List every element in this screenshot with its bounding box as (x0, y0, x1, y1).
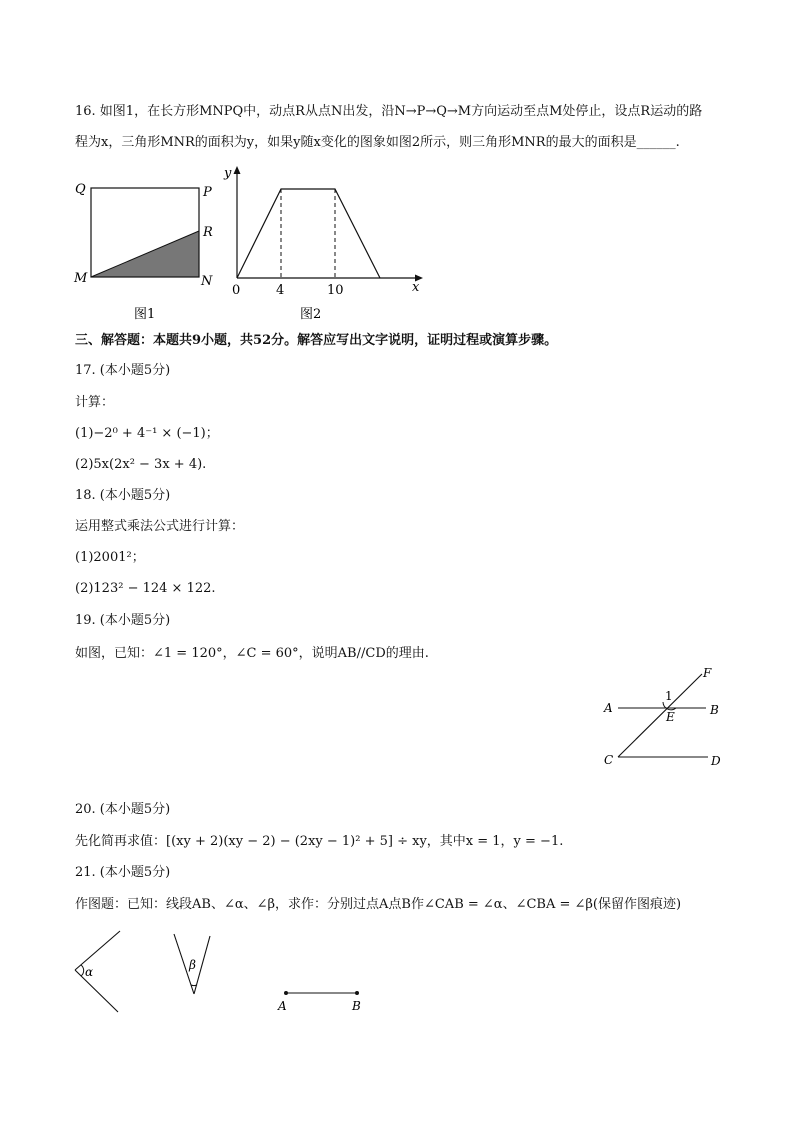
q20-title: 20. (本小题5分) (75, 802, 171, 817)
beta-arc (191, 985, 197, 986)
alpha-ray-lower (75, 970, 118, 1012)
point-a (284, 991, 288, 995)
alpha-ray-upper (75, 931, 120, 970)
label-c: C (604, 753, 614, 767)
q18-part-1: (1)2001²； (75, 550, 145, 565)
label-m: M (74, 271, 88, 286)
q16-figure-1 (70, 170, 230, 325)
point-b (355, 991, 359, 995)
label-f: F (703, 666, 712, 680)
figure-2-caption: 图2 (300, 307, 322, 322)
q18-part-2: (2)123² − 124 × 122. (75, 581, 216, 596)
q17-intro: 计算： (75, 395, 115, 410)
q21-text: 作图题：已知：线段AB、∠α、∠β，求作：分别过点A点B作∠CAB = ∠α、∠CBA = ∠β(保留作图痕迹) (75, 897, 682, 912)
q16-line-2: 程为x，三角形MNR的面积为y，如果y随x变化的图象如图2所示，则三角形MNR的最大的面积是______. (75, 135, 680, 150)
label-b: B (352, 999, 361, 1013)
q19-title: 19. (本小题5分) (75, 613, 171, 628)
tick-4: 4 (276, 283, 285, 298)
label-a: A (278, 999, 287, 1013)
label-b: B (710, 703, 719, 717)
q21-title: 21. (本小题5分) (75, 865, 171, 880)
label-a: A (604, 701, 613, 715)
q19-figure (596, 660, 736, 775)
label-beta: β (189, 958, 196, 972)
q16-figure-2 (220, 160, 430, 325)
q19-text: 如图，已知：∠1 = 120°，∠C = 60°，说明AB//CD的理由. (75, 646, 429, 661)
tick-10: 10 (327, 283, 344, 298)
q17-title: 17. (本小题5分) (75, 363, 171, 378)
label-n: N (201, 274, 213, 289)
label-q: Q (75, 182, 86, 197)
label-alpha: α (85, 965, 94, 979)
axis-label-x: x (412, 280, 420, 295)
label-r: R (203, 225, 213, 240)
line-cf (618, 674, 702, 757)
label-e: E (666, 710, 675, 724)
graph-line (237, 189, 380, 278)
label-p: P (203, 185, 212, 200)
y-axis-arrow (234, 166, 241, 174)
axis-label-y: y (224, 166, 232, 181)
label-1: 1 (665, 689, 673, 703)
label-d: D (711, 754, 721, 768)
q20-text: 先化简再求值：[(xy + 2)(xy − 2) − (2xy − 1)² + 5] ÷ xy，其中x = 1，y = −1. (75, 834, 564, 849)
q16-line-1: 16. 如图1，在长方形MNPQ中，动点R从点N出发，沿N→P→Q→M方向运动至点M处停止，设点R运动的路 (75, 104, 703, 119)
q21-figure (60, 925, 380, 1020)
section-3-heading: 三、解答题：本题共9小题，共52分。解答应写出文字说明，证明过程或演算步骤。 (75, 333, 558, 348)
alpha-arc (81, 965, 84, 976)
q18-intro: 运用整式乘法公式进行计算： (75, 519, 245, 534)
tick-0: 0 (232, 283, 241, 298)
q17-part-2: (2)5x(2x² − 3x + 4). (75, 457, 207, 472)
figure-1-caption: 图1 (134, 307, 156, 322)
q17-part-1: (1)−2⁰ + 4⁻¹ × (−1)； (75, 426, 219, 441)
q18-title: 18. (本小题5分) (75, 488, 171, 503)
